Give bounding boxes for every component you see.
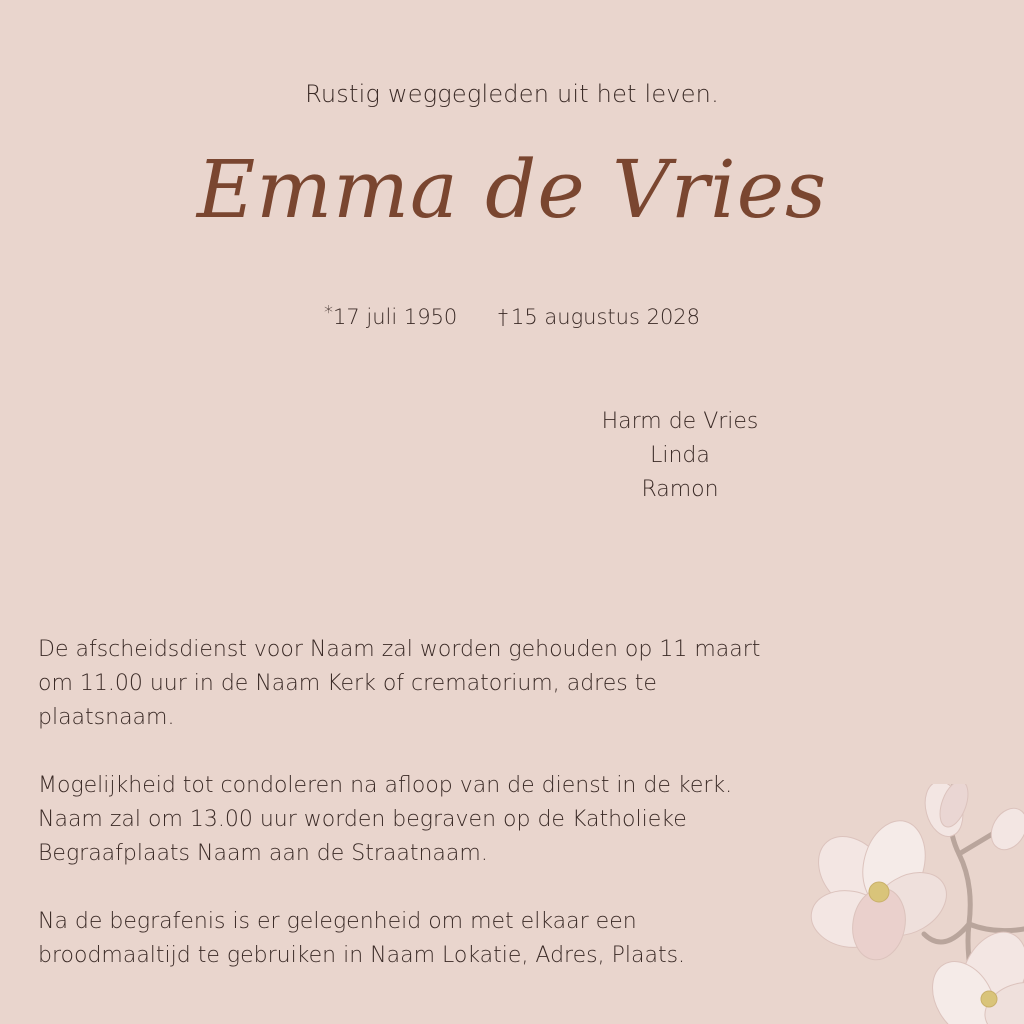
condolence-paragraph [38,769,768,871]
magnolia-flower-icon [794,784,1024,1024]
deceased-name: Emma de Vries [196,143,828,236]
life-dates [0,302,1024,329]
text-line: Na de begrafenis is er gelegenheid om met elkaar een [38,909,637,934]
text-line: Mogelijkheid tot condoleren na afloop van de dienst in de kerk. [38,773,733,798]
text-line: broodmaaltijd te gebruiken in Naam Lokatie, Adres, Plaats. [38,943,686,968]
meal-paragraph [38,905,768,973]
death-cross-icon: † [498,305,508,329]
service-details [38,633,768,973]
birth-date: 17 juli 1950 [332,305,458,329]
death-date: 15 augustus 2028 [511,305,701,329]
family-member: Linda [650,443,710,468]
text-line: om 11.00 uur in de Naam Kerk of crematorium, adres te [38,671,657,696]
birth-star-icon: * [323,302,333,323]
family-member: Ramon [641,477,719,502]
death-date-group [498,305,700,329]
service-paragraph [38,633,768,735]
birth-date-group [323,302,464,329]
family-list [580,405,780,507]
family-member: Harm de Vries [601,409,759,434]
intro-text: Rustig weggegleden uit het leven. [305,80,719,108]
text-line: Naam zal om 13.00 uur worden begraven op de Katholieke [38,807,687,832]
text-line: plaatsnaam. [38,705,175,730]
text-line: De afscheidsdienst voor Naam zal worden gehouden op 11 maart [38,637,761,662]
text-line: Begraafplaats Naam aan de Straatnaam. [38,841,488,866]
